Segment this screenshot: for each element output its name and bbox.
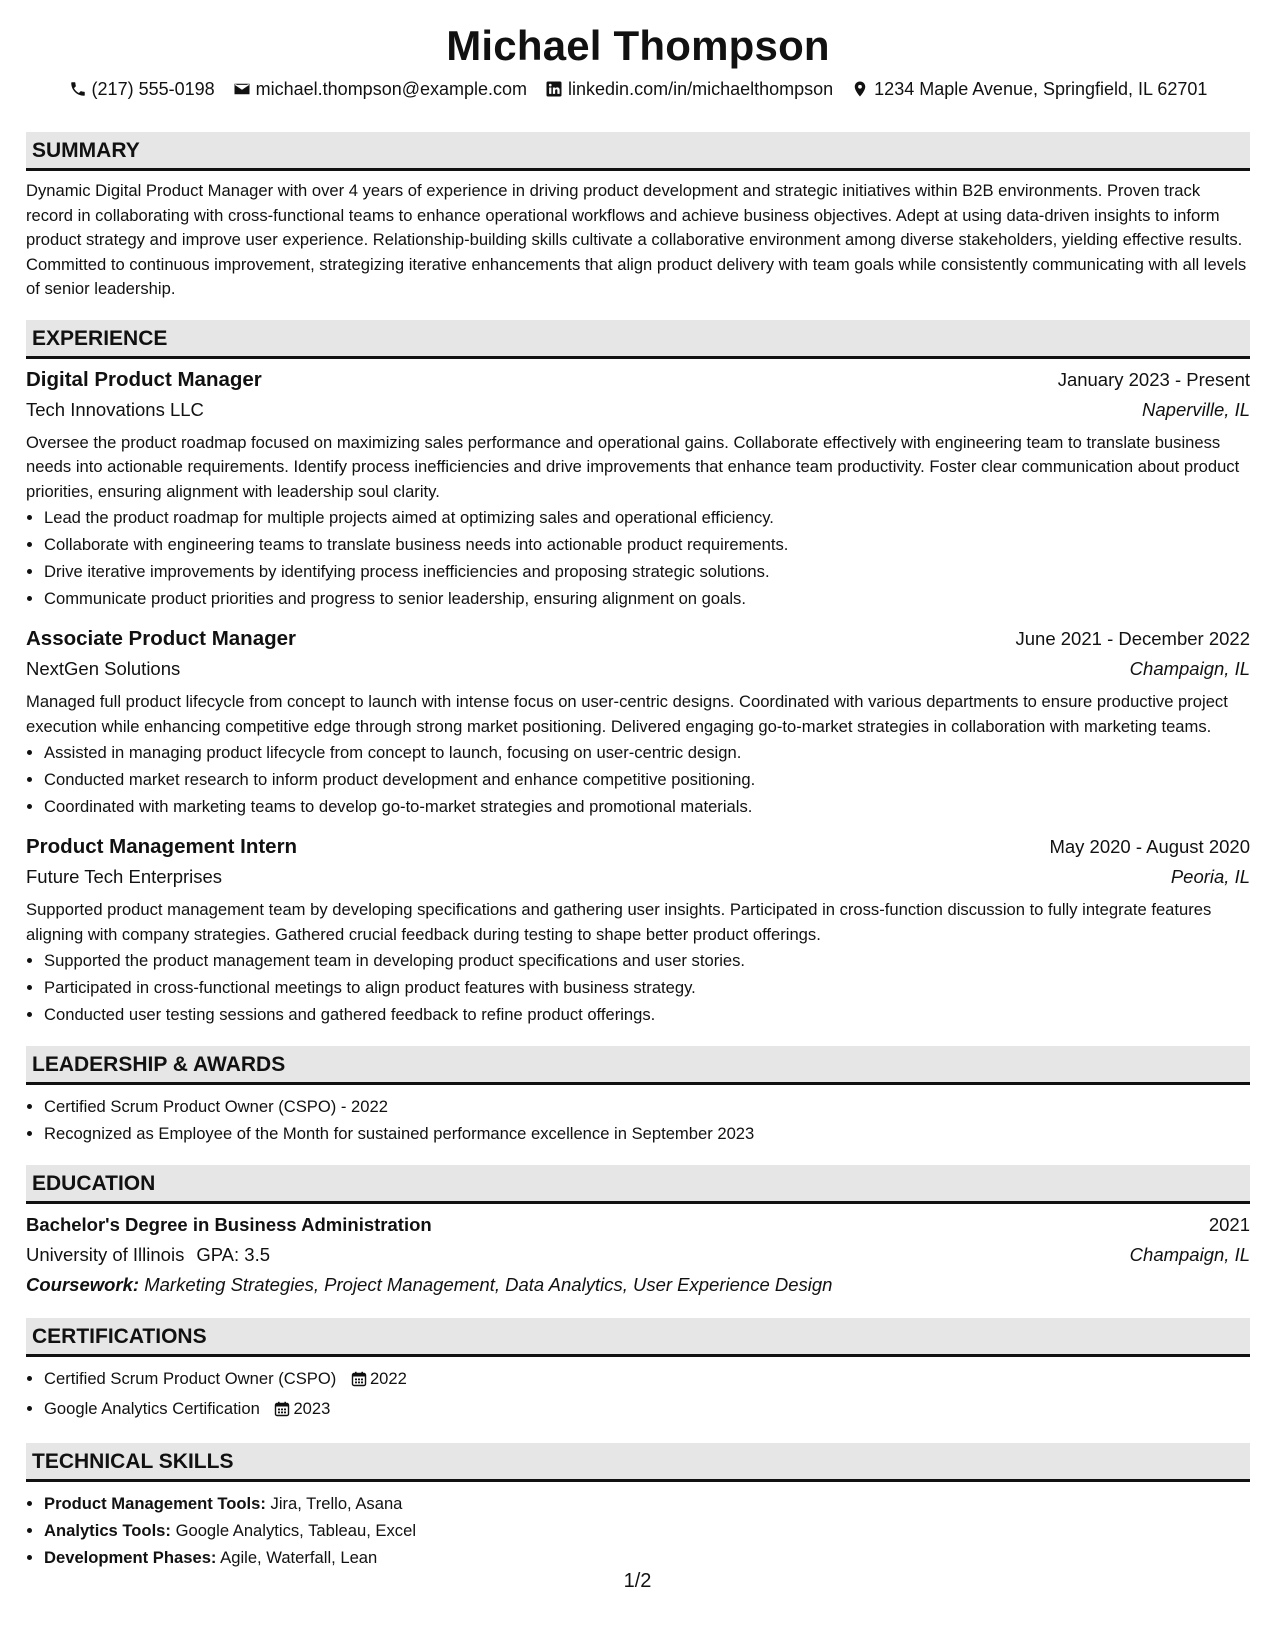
school-location: Champaign, IL xyxy=(1129,1244,1250,1265)
email-text: michael.thompson@example.com xyxy=(255,79,528,99)
graduation-year: 2021 xyxy=(1208,1214,1250,1235)
list-item: • Conducted market research to inform product development and enhance competitive positioning. xyxy=(44,766,1250,793)
list-item xyxy=(44,1395,1250,1425)
address-text: 1234 Maple Avenue, Springfield, IL 62701 xyxy=(874,79,1208,99)
coursework xyxy=(26,1270,1250,1300)
job-title: Associate Product Manager xyxy=(26,627,296,650)
skill-label: Development Phases: xyxy=(44,1548,217,1567)
section-header-summary: SUMMARY xyxy=(26,132,1250,171)
education-entry xyxy=(26,1210,1250,1300)
job-title: Product Management Intern xyxy=(26,835,298,858)
skill-value: Agile, Waterfall, Lean xyxy=(220,1548,378,1567)
job-summary: Managed full product lifecycle from concept to launch with intense focus on user-centric designs. Coordinated with various departments to ensure productive project execution while enhancing competitive edge through strong market positioning. Delivered engaging go-to-market strategies in collaboration with marketing teams. xyxy=(26,692,1228,736)
job-bullets xyxy=(26,947,1250,1028)
job-location: Naperville, IL xyxy=(1142,398,1250,420)
list-item xyxy=(44,1517,1250,1544)
list-item: • Communicate product priorities and progress to senior leadership, ensuring alignment on goals. xyxy=(44,585,1250,612)
calendar-icon xyxy=(274,1398,290,1425)
skill-label: Product Management Tools: xyxy=(44,1494,266,1513)
coursework-text: Marketing Strategies, Project Management, Data Analytics, User Experience Design xyxy=(144,1274,833,1295)
job-dates: June 2021 - December 2022 xyxy=(1015,628,1250,649)
phone-text: (217) 555-0198 xyxy=(91,79,215,99)
job-entry xyxy=(26,365,1250,613)
job-summary: Supported product management team by developing specifications and gathering user insights. Participated in cross-function discussion to fully integrate features aligning with company strategies. Gathered crucial feedback during testing to shape better product offerings. xyxy=(26,900,1212,944)
gpa: GPA: 3.5 xyxy=(196,1244,271,1265)
list-item: • Coordinated with marketing teams to develop go-to-market strategies and promotional materials. xyxy=(44,793,1250,820)
summary-text: Dynamic Digital Product Manager with over 4 years of experience in driving product development and strategic initiatives within B2B environments. Proven track record in collaborating with cross-functional teams to enhance operational workflows and achieve business objectives. Adept at using data-driven insights to inform product strategy and improve user experience. Relationship-building skills cultivate a collaborative environment among diverse stakeholders, yielding effective results. Committed to continuous improvement, strategizing iterative enhancements that align product delivery with team goals while consistently communicating with all levels of senior leadership. xyxy=(26,181,1247,298)
list-item: • Drive iterative improvements by identifying process inefficiencies and proposing strategic solutions. xyxy=(44,558,1250,585)
contact-email[interactable] xyxy=(233,76,527,102)
job-summary: Oversee the product roadmap focused on maximizing sales performance and operational gains. Collaborate effectively with engineering team to translate business needs into actionable requirements. Identify process inefficiencies and drive improvements that enhance team productivity. Foster clear communication about product priorities, ensuring alignment with leadership soul clarity. xyxy=(26,432,1240,501)
map-pin-icon xyxy=(851,80,869,98)
contact-bar xyxy=(26,76,1250,102)
list-item: • Conducted user testing sessions and gathered feedback to refine product offerings. xyxy=(44,1001,1250,1028)
section-header-certifications: CERTIFICATIONS xyxy=(26,1318,1250,1357)
list-item: • Supported the product management team in developing product specifications and user stories. xyxy=(44,947,1250,974)
skill-label: Analytics Tools: xyxy=(44,1521,171,1540)
contact-phone[interactable] xyxy=(69,76,215,102)
job-location: Champaign, IL xyxy=(1129,658,1250,679)
job-company: Future Tech Enterprises xyxy=(26,866,223,887)
phone-icon xyxy=(69,80,87,98)
resume-page xyxy=(26,18,1250,1571)
skills-list xyxy=(26,1490,1250,1571)
skill-value: Google Analytics, Tableau, Excel xyxy=(175,1521,417,1540)
section-header-skills: TECHNICAL SKILLS xyxy=(26,1443,1250,1482)
job-dates: May 2020 - August 2020 xyxy=(1049,836,1250,857)
list-item: • Recognized as Employee of the Month for sustained performance excellence in September 2023 xyxy=(44,1120,1250,1147)
envelope-icon xyxy=(233,80,251,98)
certification-name: Certified Scrum Product Owner (CSPO) xyxy=(44,1369,337,1388)
certification-year: 2023 xyxy=(293,1399,331,1418)
linkedin-text: linkedin.com/in/michaelthompson xyxy=(568,79,834,99)
page-number: 1/2 xyxy=(623,1570,652,1592)
list-item: • Collaborate with engineering teams to translate business needs into actionable product requirements. xyxy=(44,531,1250,558)
job-location: Peoria, IL xyxy=(1170,866,1250,887)
job-entry xyxy=(26,832,1250,1028)
calendar-icon xyxy=(351,1368,367,1395)
skill-value: Jira, Trello, Asana xyxy=(270,1494,403,1513)
contact-address xyxy=(851,76,1207,102)
list-item xyxy=(44,1544,1250,1571)
certifications-list xyxy=(26,1365,1250,1425)
section-header-education: EDUCATION xyxy=(26,1165,1250,1204)
job-company: Tech Innovations LLC xyxy=(26,398,204,420)
list-item: • Lead the product roadmap for multiple projects aimed at optimizing sales and operational efficiency. xyxy=(44,504,1250,531)
list-item xyxy=(44,1490,1250,1517)
candidate-name: Michael Thompson xyxy=(446,22,830,69)
list-item: • Assisted in managing product lifecycle from concept to launch, focusing on user-centric design. xyxy=(44,739,1250,766)
section-header-leadership: LEADERSHIP & AWARDS xyxy=(26,1046,1250,1085)
list-item: • Participated in cross-functional meetings to align product features with business strategy. xyxy=(44,974,1250,1001)
job-entry xyxy=(26,624,1250,820)
linkedin-icon xyxy=(545,80,563,98)
certification-name: Google Analytics Certification xyxy=(44,1399,260,1418)
school-name: University of Illinois xyxy=(26,1244,185,1265)
leadership-list xyxy=(26,1093,1250,1147)
job-dates: January 2023 - Present xyxy=(1057,368,1250,390)
job-bullets xyxy=(26,739,1250,820)
degree: Bachelor's Degree in Business Administration xyxy=(26,1214,432,1235)
list-item xyxy=(44,1365,1250,1395)
job-company: NextGen Solutions xyxy=(26,658,181,679)
contact-linkedin[interactable] xyxy=(545,76,833,102)
job-bullets xyxy=(26,504,1250,612)
certification-year: 2022 xyxy=(369,1369,407,1388)
coursework-label: Coursework: xyxy=(26,1274,140,1295)
section-header-experience: EXPERIENCE xyxy=(26,320,1250,359)
list-item: • Certified Scrum Product Owner (CSPO) - 2022 xyxy=(44,1093,1250,1120)
job-title: Digital Product Manager xyxy=(26,367,262,391)
